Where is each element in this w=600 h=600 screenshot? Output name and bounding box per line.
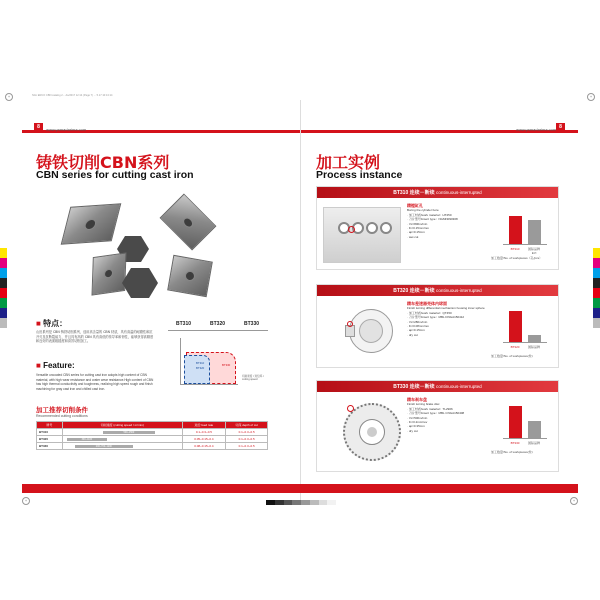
- feature-text-en: Versatile uncoated CBN series for cutting cast iron adopts high content of CBN material, with high wear resistance and crater wear resistance.High content of CBN has high thermal conductivity and toughness, realizing high speed rough and finish machining for gray cast iron and chilled cast iron.: [36, 373, 154, 391]
- brake-disc-image: [339, 395, 405, 471]
- bar-label-1: BT320: [510, 345, 520, 349]
- grade-label-3: BT330: [244, 321, 260, 327]
- table-row: BT320 300~1100 0.05~0.15~0.4 0.1~0.3~0.5: [37, 436, 268, 443]
- case-bt320: [316, 284, 559, 368]
- bar-label-1: BT330: [510, 441, 520, 445]
- inner-label-2: BT320: [196, 366, 205, 370]
- table-row: BT310 500~1500 0.1~0.3~0.5 0.1~0.3~0.5: [37, 429, 268, 436]
- feature-title-en: ■ Feature:: [36, 361, 75, 370]
- conditions-title-en: Recommended cutting conditions: [36, 414, 88, 418]
- grayscale-strip: [266, 500, 336, 505]
- brand-logo-left: 8: [34, 123, 43, 132]
- case-header: BT310 连续－断续 continuous-interrupted: [317, 187, 558, 198]
- case-header: BT330 连续－断续 continuous-interrupted: [317, 381, 558, 392]
- cutting-conditions-table: [36, 421, 268, 450]
- bar-label-1: BT310: [510, 247, 520, 251]
- registration-mark-right: +: [587, 93, 595, 101]
- case-bar-chart: [503, 307, 547, 343]
- bar-bt320: [509, 311, 522, 342]
- feature-title-cn: ■ 特点：: [36, 319, 68, 328]
- case-details: 精镗缸孔 Boring the cylinder bore · 加工材质/work material：HT250 · 刀片型号/insert type：NGMN090308 · Vc=800m/min · fn=0.15mm/rev · ap=0.15mm · wet cut: [407, 203, 458, 239]
- right-title-en: Process instance: [316, 169, 403, 181]
- bar-competitor: [528, 220, 541, 244]
- registration-mark-left: +: [5, 93, 13, 101]
- grade-chart-note: 切削速度 / 进给率 / cutting speed: [242, 375, 264, 381]
- bar-label-2: 国际品牌 Int'l: [527, 247, 540, 255]
- feature-text-cn: 山田系列是 CBN 铸铁切削系列，选用高含量的 CBN 材质，具有高温的耐磨性和抗开刃及抗断裂能力，并且具有高的 CBN 具有高低的传导率和韧性，能够获得高精度和良好的表面粗糙度和高效切削加工。: [36, 330, 154, 344]
- case-details: 精车差速器壳体内球面 Finish turning differential mechanism housing inner sphere · 加工材质/work material：QT450 · 刀片型号/insert type：MBL DNGA150412 · Vc=280m/min · fn=0.08mm/rev · ap=0.15mm · dry cut: [407, 301, 485, 337]
- case-bar-chart: [503, 403, 547, 439]
- case-header: BT320 连续－断续 continuous-interrupted: [317, 285, 558, 296]
- spine: [300, 100, 301, 505]
- bar-competitor: [528, 335, 541, 342]
- bottom-red-band: [22, 484, 578, 493]
- differential-housing-image: [345, 299, 403, 363]
- crop-info: Slim ERCO CBN catalog 2... Ao/2017 12:14 (Page 7) ... 5.17 10:13:14: [32, 94, 113, 97]
- grade-label-1: BT310: [176, 321, 192, 327]
- conditions-title-cn: 加工推荐切削条件: [36, 406, 88, 414]
- right-title-cn: 加工实例: [316, 153, 381, 172]
- website-url-left: www.yamadarima.com: [46, 127, 87, 132]
- website-url-right: www.yamadarima.com: [516, 127, 557, 132]
- grade-label-2: BT320: [210, 321, 226, 327]
- bar-label-2: 国际品牌: [527, 345, 540, 349]
- brand-logo-right: 8: [556, 123, 565, 132]
- col-grade: 牌号: [37, 422, 63, 429]
- case-footnote: 加工数量/No. of workpieces(件): [491, 450, 533, 454]
- inner-label-3: BT330: [222, 363, 231, 367]
- inner-label-1: BT310: [196, 361, 205, 365]
- case-details: 精车刹车盘 Finish turning brake disc · 加工材质/work material：TL2906 · 刀片型号/insert type：MBL CNGA150408 · Vc=500m/min · fn=0.2mm/rev · ap=0.35mm · dry cut: [407, 397, 465, 433]
- engine-block-image: [323, 207, 401, 263]
- bar-bt310: [509, 216, 522, 244]
- case-bar-chart: [503, 209, 547, 245]
- case-bt330: [316, 380, 559, 472]
- left-title-en: CBN series for cutting cast iron: [36, 169, 194, 181]
- bar-bt330: [509, 406, 522, 438]
- col-feed: 进给 feed rate: [182, 422, 226, 429]
- col-speed: 切削速度 (cutting speed / m/min): [62, 422, 182, 429]
- registration-mark-bottom-left: +: [22, 497, 30, 505]
- case-bt310: [316, 186, 559, 270]
- bar-competitor: [528, 421, 541, 438]
- registration-mark-bottom-right: +: [570, 497, 578, 505]
- table-row: BT330 200~700~1200 0.08~0.15~0.4 0.1~0.3~0.5: [37, 443, 268, 450]
- left-title-cn: 铸铁切削CBN系列: [36, 153, 170, 172]
- case-footnote: 加工数量/No. of workpieces(件): [491, 354, 533, 358]
- col-doc: 切深 depth of cut: [226, 422, 268, 429]
- bar-label-2: 国际品牌: [527, 441, 540, 445]
- case-footnote: 加工数量/No. of workpieces（孔/pcs）: [491, 256, 543, 260]
